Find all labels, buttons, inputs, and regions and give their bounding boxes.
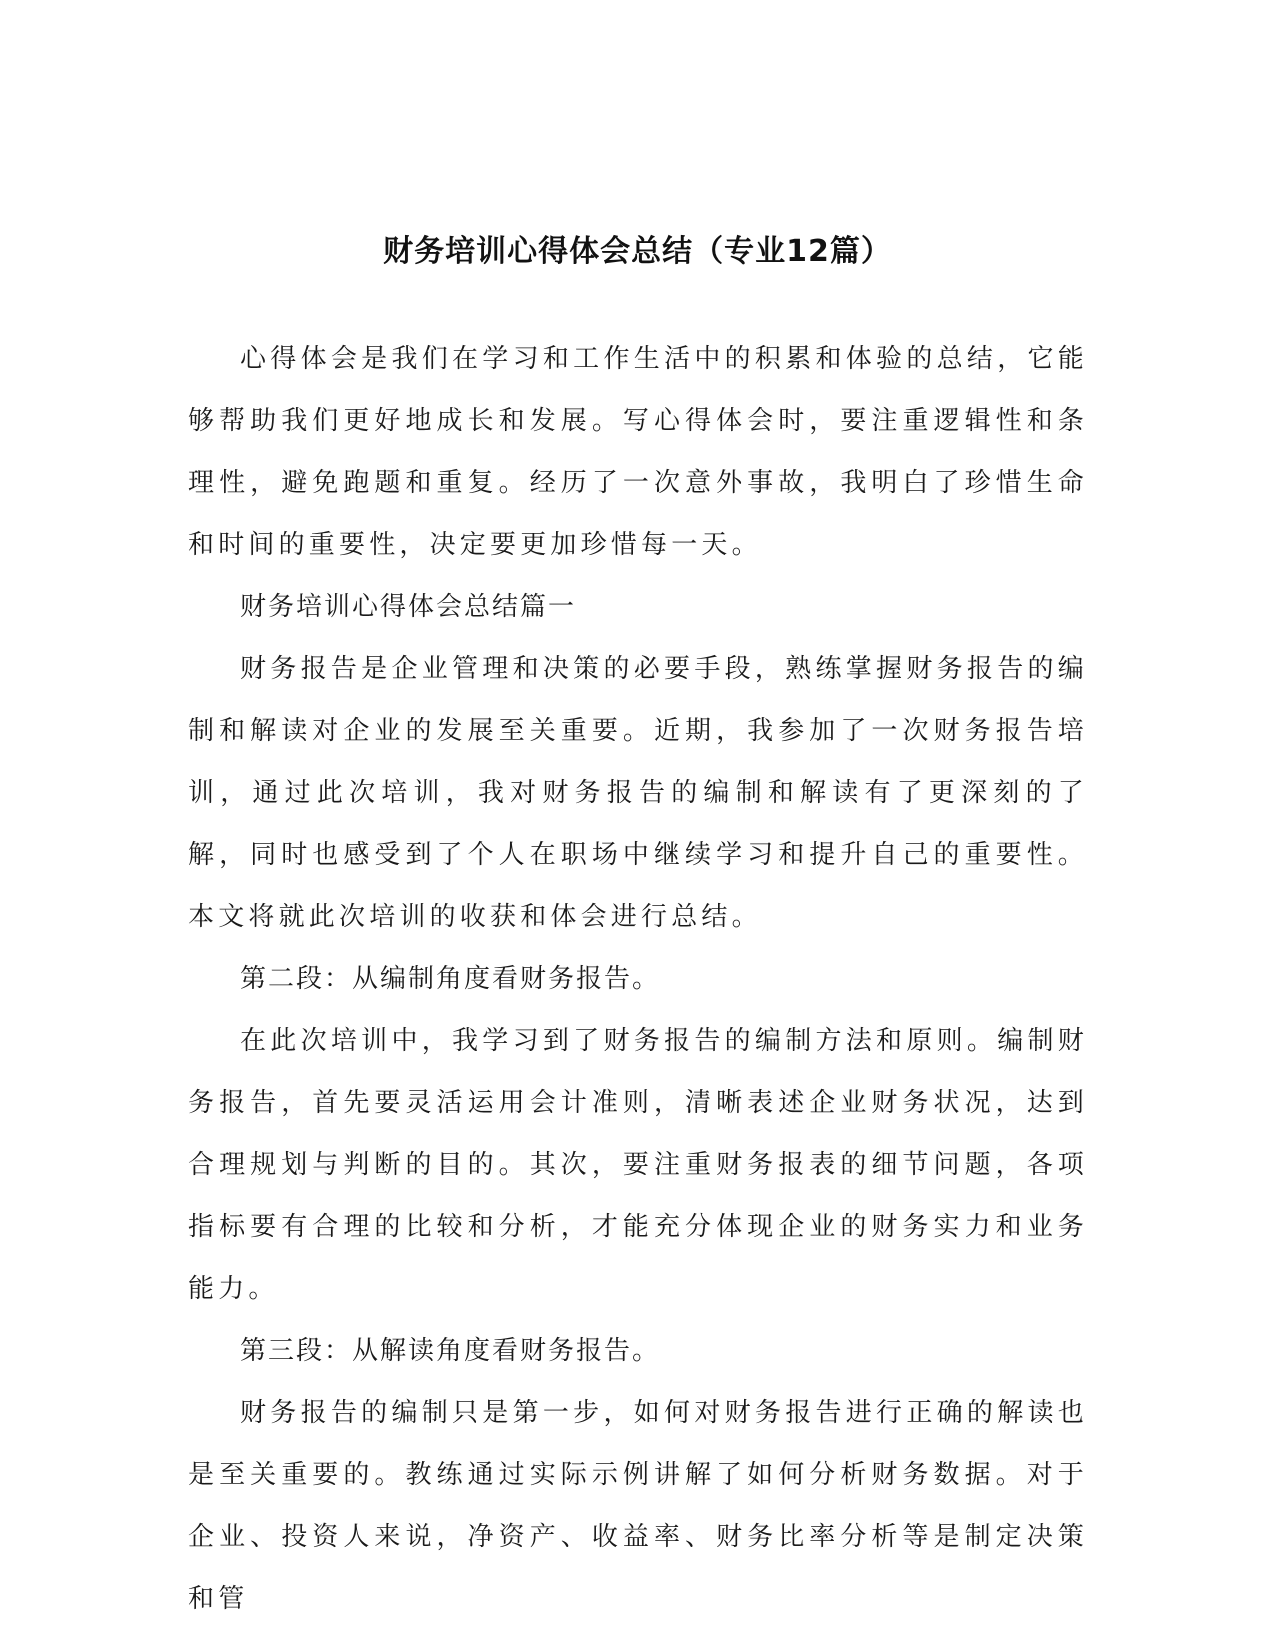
section-heading-part-one: 财务培训心得体会总结篇一 (240, 592, 577, 622)
body-paragraph: 在此次培训中，我学习到了财务报告的编制方法和原则。编制财务报告，首先要灵活运用会计准则，清晰表述企业财务状况，达到合理规划与判断的目的。其次，要注重财务报表的细节问题，各项指标要有合理的比较和分析，才能充分体现企业的财务实力和业务能力。 (188, 1026, 1088, 1304)
document-body (188, 328, 1088, 1630)
section-heading-second: 第二段：从编制角度看财务报告。 (240, 964, 661, 994)
body-paragraph: 财务报告的编制只是第一步，如何对财务报告进行正确的解读也是至关重要的。教练通过实际示例讲解了如何分析财务数据。对于企业、投资人来说，净资产、收益率、财务比率分析等是制定决策和管 (188, 1398, 1088, 1614)
body-paragraph: 财务报告是企业管理和决策的必要手段，熟练掌握财务报告的编制和解读对企业的发展至关重要。近期，我参加了一次财务报告培训，通过此次培训，我对财务报告的编制和解读有了更深刻的了解，同时也感受到了个人在职场中继续学习和提升自己的重要性。本文将就此次培训的收获和体会进行总结。 (188, 654, 1088, 932)
intro-paragraph: 心得体会是我们在学习和工作生活中的积累和体验的总结，它能够帮助我们更好地成长和发展。写心得体会时，要注重逻辑性和条理性，避免跑题和重复。经历了一次意外事故，我明白了珍惜生命和时间的重要性，决定要更加珍惜每一天。 (188, 344, 1088, 560)
document-title: 财务培训心得体会总结（专业12篇） (383, 234, 892, 270)
section-heading-third: 第三段：从解读角度看财务报告。 (240, 1336, 661, 1366)
